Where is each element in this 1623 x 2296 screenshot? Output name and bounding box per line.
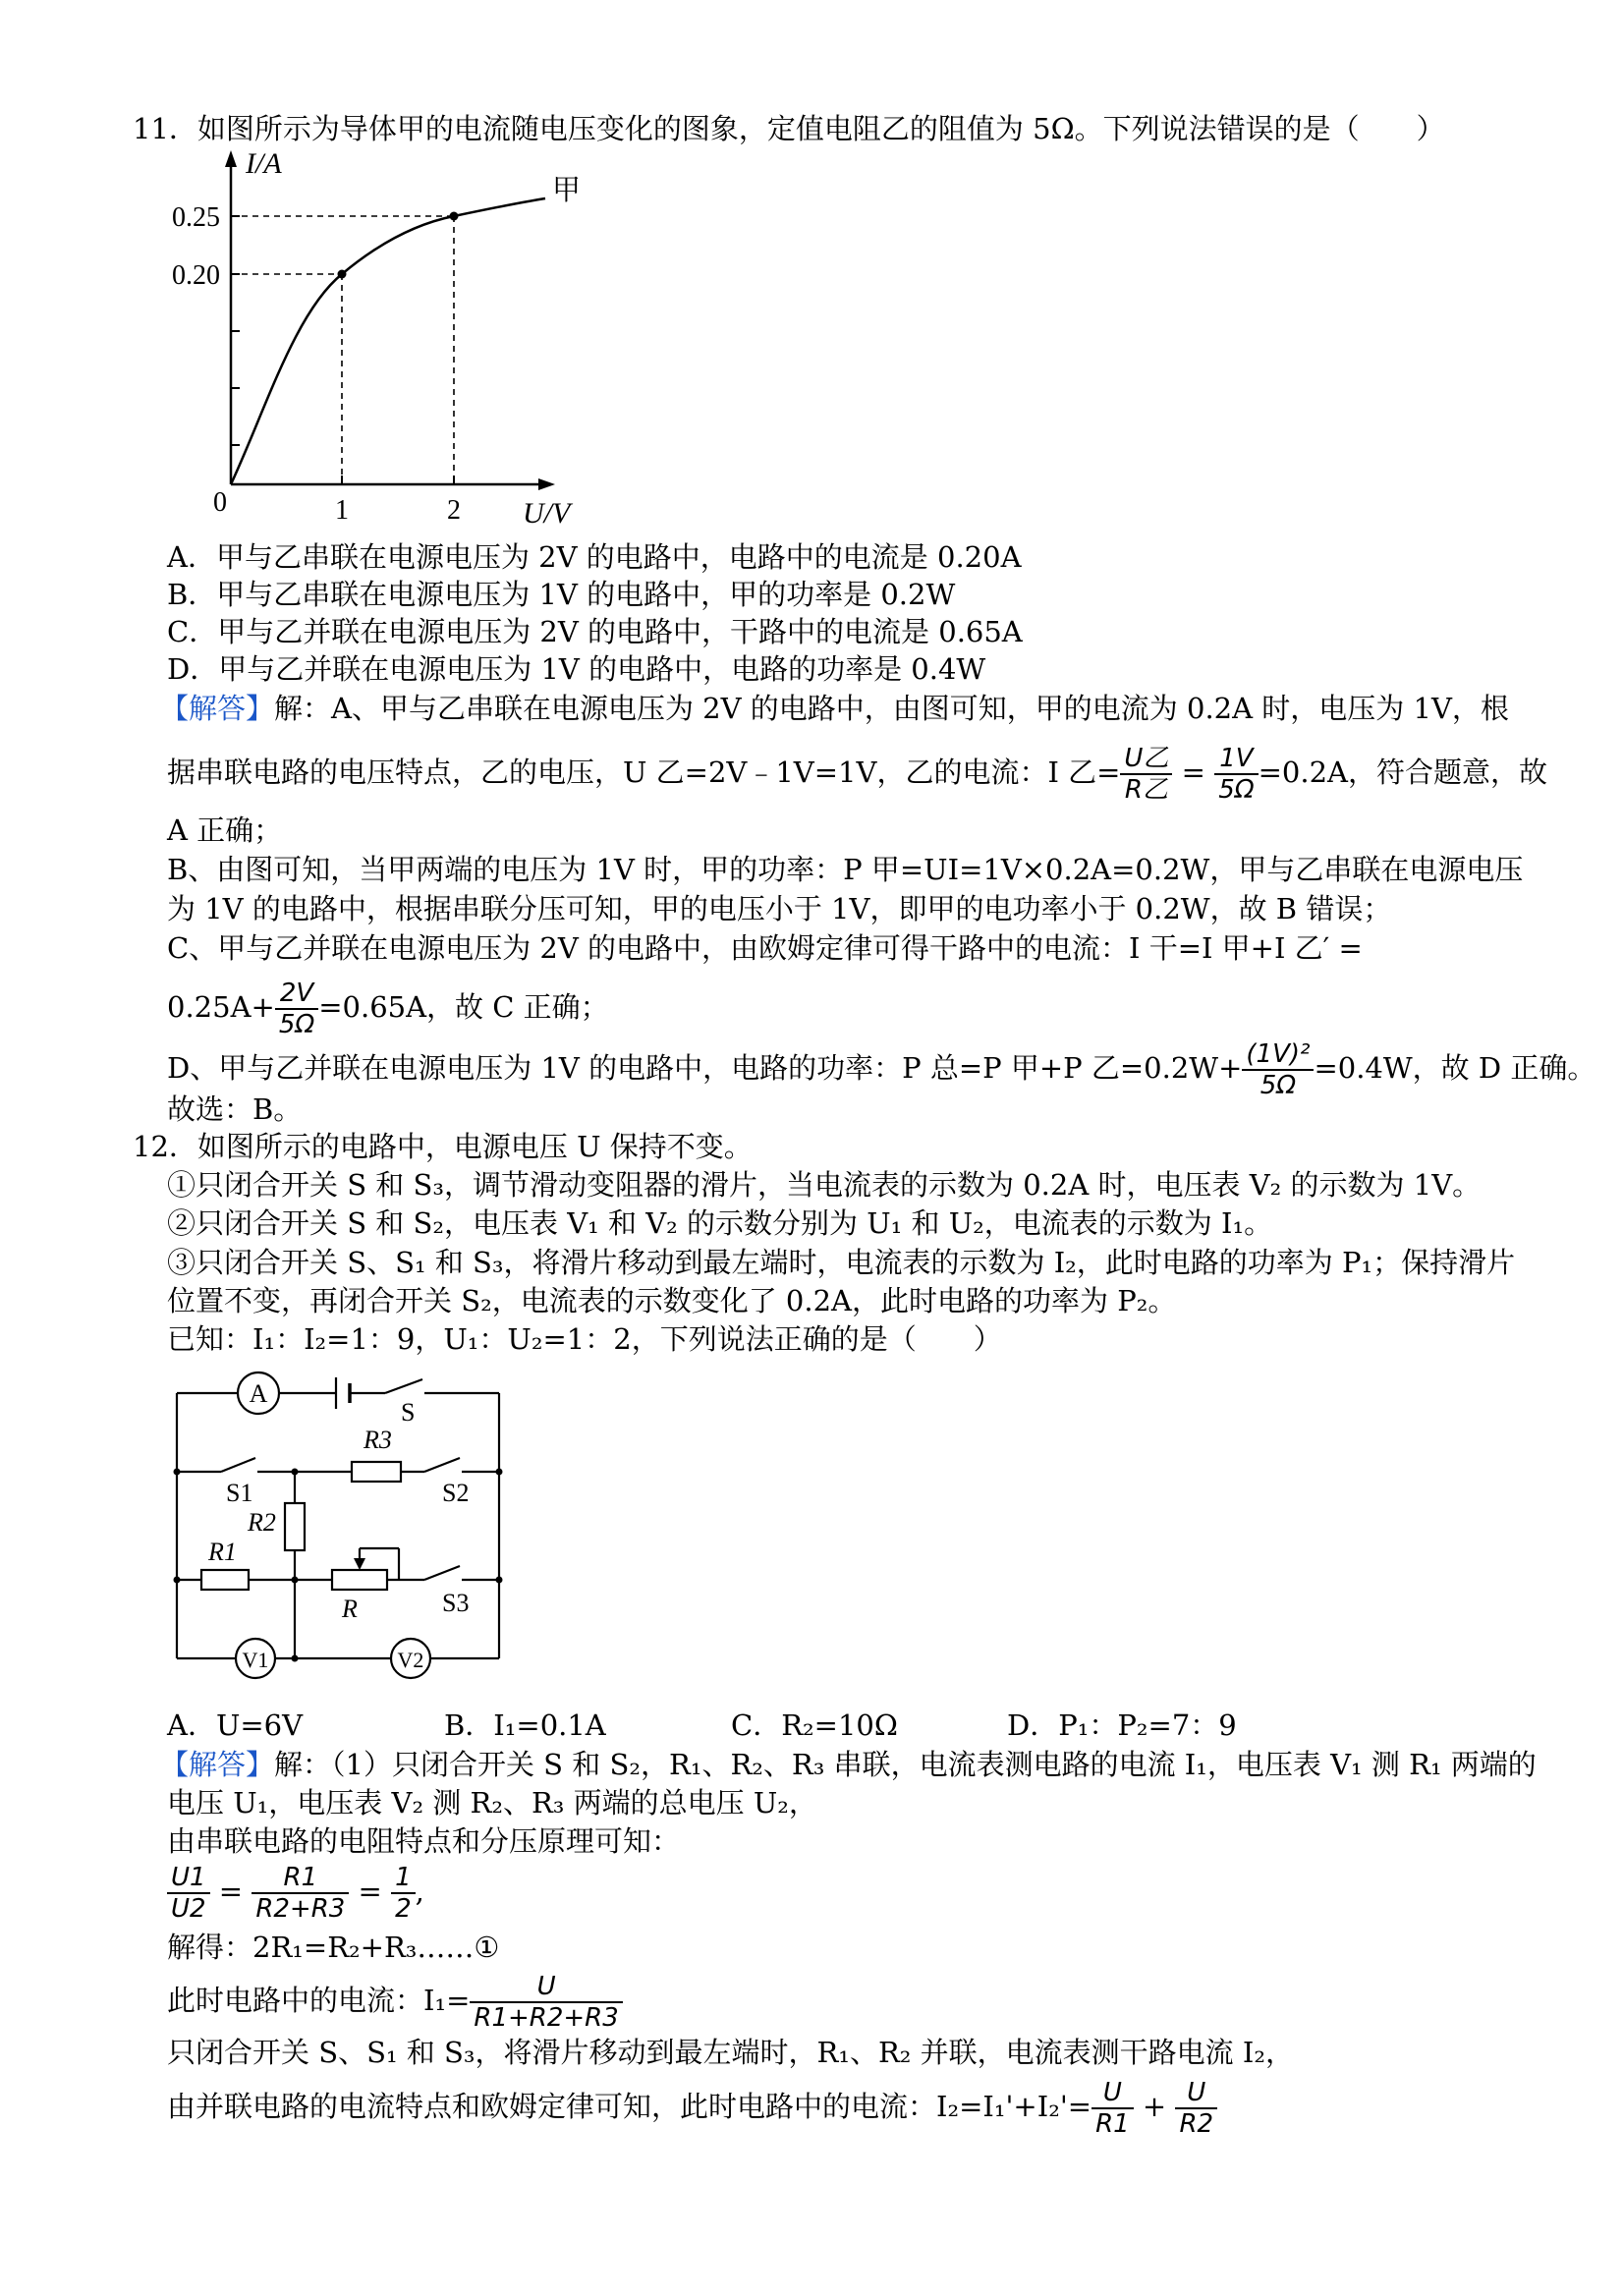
q12-ratio-equation: $\frac{U1}{U2}$ = $\frac{R1}{R2+R3}$ = $\frac{1}{2}$ , — [167, 1863, 424, 1924]
q11-solution-d: D、甲与乙并联在电源电压为 1V 的电路中，电路的功率：P 总=P 甲+P 乙=0.2W+ $\frac{\text{(1V)²}}{5\Omega}$ =0.4W，故 D 正确。 — [167, 1039, 1596, 1100]
q11-solution-end: 故选：B。 — [167, 1092, 303, 1126]
fraction-1v-over-5ohm: $\frac{1V}{5\Omega}$ — [1214, 744, 1258, 805]
x-tick-0: 0 — [213, 487, 227, 518]
answer-tag: 【解答】 — [160, 692, 275, 725]
q11-current-voltage-graph — [157, 145, 609, 533]
q12-option-a: A．U=6V — [167, 1708, 304, 1742]
fraction-power: $\frac{\text{(1V)²}}{5\Omega}$ — [1242, 1039, 1314, 1100]
point-1-020 — [338, 270, 347, 279]
q11-solution-line2: 据串联电路的电压特点，乙的电压，U 乙=2V﹣1V=1V，乙的电流：I 乙= $\frac{\text{U乙}}{\text{R乙}}$ = $\frac{1V}{5\Omega}$ =0.2A，符合题意，故 — [167, 744, 1547, 805]
v2-label: V2 — [397, 1648, 424, 1672]
r1-label: R1 — [208, 1538, 237, 1566]
q11-solution-b2: 为 1V 的电路中，根据串联分压可知，甲的电压小于 1V，即甲的电功率小于 0.2W，故 B 错误； — [167, 892, 1392, 925]
s2-label: S2 — [442, 1479, 470, 1507]
q11-option-a: A．甲与乙串联在电源电压为 2V 的电路中，电路中的电流是 0.20A — [167, 540, 1022, 574]
y-tick-020: 0.20 — [172, 260, 220, 291]
q12-solution-line3: 由串联电路的电阻特点和分压原理可知： — [167, 1824, 681, 1858]
x-axis-arrow — [538, 478, 555, 490]
switch-s-label: S — [401, 1398, 416, 1427]
q11-option-d: D．甲与乙并联在电源电压为 1V 的电路中，电路的功率是 0.4W — [167, 652, 986, 686]
v1-label: V1 — [242, 1648, 269, 1672]
q12-option-c: C．R₂=10Ω — [731, 1708, 898, 1742]
s1-label: S1 — [226, 1479, 253, 1507]
x-tick-2: 2 — [447, 495, 461, 526]
q12-solution-line5: 此时电路中的电流：I₁= $\frac{U}{R1+R2+R3}$ — [167, 1972, 623, 2033]
q12-solution-line2: 电压 U₁，电压表 V₂ 测 R₂、R₃ 两端的总电压 U₂， — [167, 1786, 817, 1820]
q11-stem: 11．如图所示为导体甲的电流随电压变化的图象，定值电阻乙的阻值为 5Ω。下列说法错误的是（ ） — [133, 112, 1445, 145]
q11-solution-line3: A 正确； — [167, 813, 283, 847]
q12-option-b: B．I₁=0.1A — [444, 1708, 606, 1742]
q12-circuit-diagram — [167, 1364, 521, 1688]
q12-condition-3b: 位置不变，再闭合开关 S₂，电流表的示数变化了 0.2A，此时电路的功率为 P₂。 — [167, 1284, 1177, 1317]
x-tick-1: 1 — [335, 495, 349, 526]
q11-solution-b1: B、由图可知，当甲两端的电压为 1V 时，甲的功率：P 甲=UI=1V×0.2A=0.2W，甲与乙串联在电源电压 — [167, 853, 1524, 886]
series-label-jia: 甲 — [552, 175, 582, 206]
x-axis-label: U/V — [523, 497, 571, 530]
q11-solution-c1: C、甲与乙并联在电源电压为 2V 的电路中，由欧姆定律可得干路中的电流：I 干=I 甲+I 乙′ = — [167, 931, 1363, 965]
r2-label: R2 — [248, 1508, 276, 1537]
answer-tag-12: 【解答】 — [160, 1748, 275, 1781]
q12-solution-line4: 解得：2R₁=R₂+R₃……① — [167, 1931, 500, 1964]
ammeter-label: A — [249, 1379, 268, 1408]
fraction-r1-r2r3: $\frac{R1}{R2+R3}$ — [252, 1863, 349, 1924]
y-tick-025: 0.25 — [172, 202, 220, 233]
s3-label: S3 — [442, 1589, 470, 1617]
q11-option-c: C．甲与乙并联在电源电压为 2V 的电路中，干路中的电流是 0.65A — [167, 615, 1023, 648]
q11-solution-c2: 0.25A+ $\frac{2V}{5\Omega}$ =0.65A，故 C 正确； — [167, 979, 609, 1039]
series-jia-curve — [231, 198, 545, 484]
fraction-half: $\frac{1}{2}$ — [391, 1863, 416, 1924]
q11-option-b: B．甲与乙串联在电源电压为 1V 的电路中，甲的功率是 0.2W — [167, 578, 956, 611]
q12-condition-2: ②只闭合开关 S 和 S₂，电压表 V₁ 和 V₂ 的示数分别为 U₁ 和 U₂，电流表的示数为 I₁。 — [167, 1206, 1273, 1240]
q12-condition-3a: ③只闭合开关 S、S₁ 和 S₃，将滑片移动到最左端时，电流表的示数为 I₂，此时电路的功率为 P₁；保持滑片 — [167, 1246, 1516, 1279]
q12-known: 已知：I₁：I₂=1：9，U₁：U₂=1：2，下列说法正确的是（ ） — [167, 1322, 1002, 1356]
q12-solution-line7: 由并联电路的电流特点和欧姆定律可知，此时电路中的电流：I₂=I₁'+I₂'= $\frac{U}{R1}$ + $\frac{U}{R2}$ — [167, 2078, 1217, 2139]
fraction-u-r2: $\frac{U}{R2}$ — [1175, 2078, 1217, 2139]
q12-option-d: D．P₁：P₂=7：9 — [1007, 1708, 1237, 1742]
q12-solution-line1: 【解答】解：（1）只闭合开关 S 和 S₂，R₁、R₂、R₃ 串联，电流表测电路的电流 I₁，电压表 V₁ 测 R₁ 两端的 — [160, 1748, 1537, 1781]
fraction-2v-over-5ohm: $\frac{2V}{5\Omega}$ — [275, 979, 318, 1039]
point-2-025 — [450, 212, 459, 221]
r3-label: R3 — [364, 1426, 392, 1454]
q12-stem: 12．如图所示的电路中，电源电压 U 保持不变。 — [133, 1130, 753, 1163]
fraction-u-over-r: $\frac{\text{U乙}}{\text{R乙}}$ — [1120, 744, 1172, 805]
q11-solution-line1: 【解答】解：A、甲与乙串联在电源电压为 2V 的电路中，由图可知，甲的电流为 0.2A 时，电压为 1V，根 — [160, 692, 1509, 725]
fraction-u-r1: $\frac{U}{R1}$ — [1091, 2078, 1134, 2139]
q12-condition-1: ①只闭合开关 S 和 S₃，调节滑动变阻器的滑片，当电流表的示数为 0.2A 时，电压表 V₂ 的示数为 1V。 — [167, 1168, 1482, 1202]
y-axis-arrow — [225, 150, 237, 167]
r-label: R — [342, 1595, 358, 1623]
fraction-i1: $\frac{U}{R1+R2+R3}$ — [470, 1972, 622, 2033]
q12-solution-line6: 只闭合开关 S、S₁ 和 S₃，将滑片移动到最左端时，R₁、R₂ 并联，电流表测干路电流 I₂， — [167, 2036, 1294, 2069]
y-axis-label: I/A — [246, 147, 282, 180]
fraction-u1-u2: $\frac{U1}{U2}$ — [167, 1863, 210, 1924]
